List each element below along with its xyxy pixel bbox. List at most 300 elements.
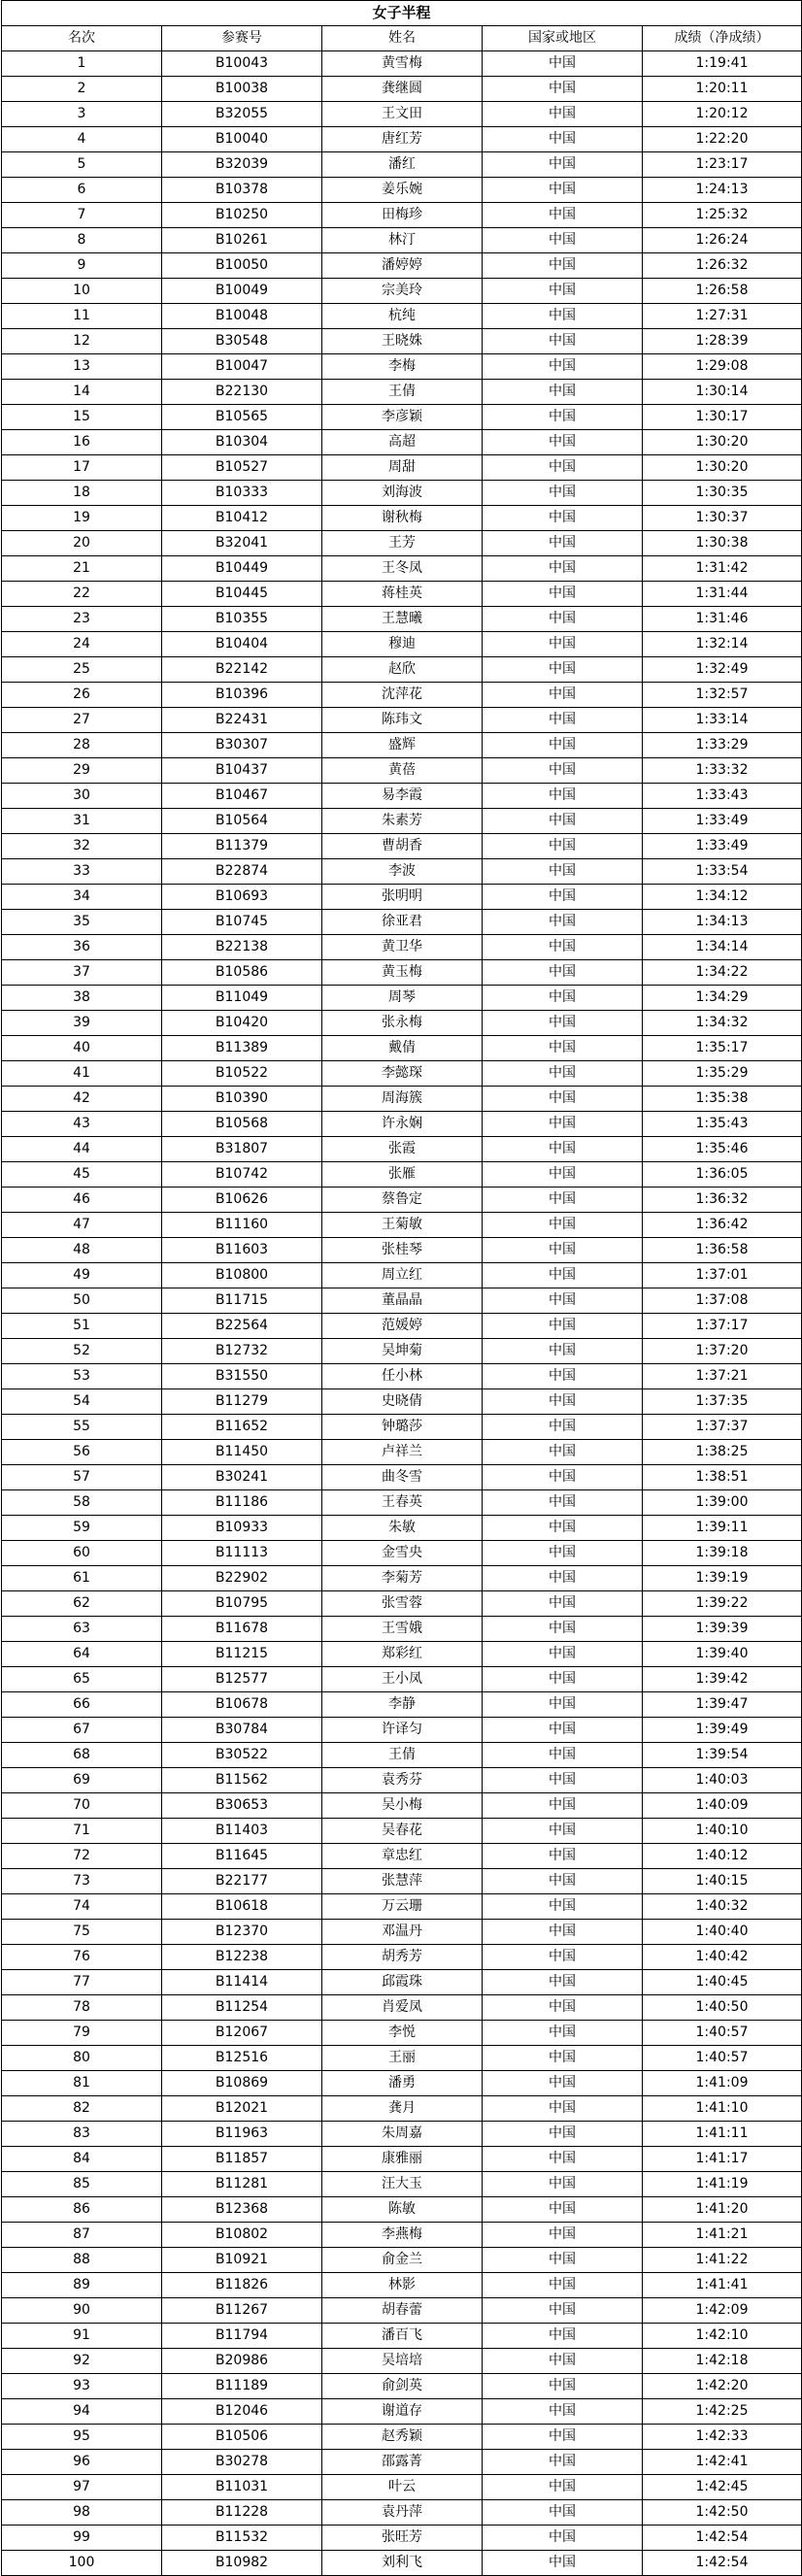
results-table [1, 0, 802, 2576]
country-cell: 中国 [483, 1844, 643, 1869]
bib-cell: B30784 [162, 1718, 322, 1743]
rank-cell: 33 [2, 859, 162, 885]
name-cell: 俞金兰 [322, 2248, 483, 2273]
name-cell: 汪大玉 [322, 2172, 483, 2197]
rank-cell: 62 [2, 1591, 162, 1617]
bib-cell: B10047 [162, 354, 322, 380]
time-cell: 1:40:03 [643, 1768, 802, 1793]
table-row [2, 859, 802, 885]
bib-cell: B30522 [162, 1743, 322, 1768]
table-row [2, 1945, 802, 1970]
header-time: 成绩（净成绩） [643, 26, 802, 51]
time-cell: 1:40:42 [643, 1945, 802, 1970]
name-cell: 王芳 [322, 531, 483, 556]
name-cell: 任小林 [322, 1364, 483, 1389]
bib-cell: B10050 [162, 253, 322, 279]
name-cell: 邱霞珠 [322, 1970, 483, 1995]
name-cell: 史晓倩 [322, 1389, 483, 1415]
bib-cell: B10795 [162, 1591, 322, 1617]
rank-cell: 48 [2, 1238, 162, 1263]
rank-cell: 63 [2, 1617, 162, 1642]
time-cell: 1:35:46 [643, 1137, 802, 1162]
name-cell: 金雪央 [322, 1541, 483, 1566]
table-row [2, 2021, 802, 2046]
time-cell: 1:40:09 [643, 1793, 802, 1819]
time-cell: 1:42:50 [643, 2500, 802, 2526]
table-row [2, 2172, 802, 2197]
country-cell: 中国 [483, 2197, 643, 2223]
time-cell: 1:42:09 [643, 2298, 802, 2324]
rank-cell: 72 [2, 1844, 162, 1869]
time-cell: 1:41:10 [643, 2096, 802, 2122]
rank-cell: 80 [2, 2046, 162, 2071]
name-cell: 郑彩红 [322, 1642, 483, 1667]
header-bib: 参赛号 [162, 26, 322, 51]
bib-cell: B11186 [162, 1490, 322, 1516]
rank-cell: 2 [2, 77, 162, 102]
table-row [2, 1465, 802, 1490]
country-cell: 中国 [483, 1591, 643, 1617]
time-cell: 1:32:14 [643, 632, 802, 657]
rank-cell: 74 [2, 1894, 162, 1920]
country-cell: 中国 [483, 834, 643, 859]
time-cell: 1:42:41 [643, 2450, 802, 2475]
table-row [2, 1970, 802, 1995]
country-cell: 中国 [483, 632, 643, 657]
bib-cell: B20986 [162, 2349, 322, 2374]
time-cell: 1:30:14 [643, 380, 802, 405]
time-cell: 1:36:42 [643, 1213, 802, 1238]
bib-cell: B10467 [162, 784, 322, 809]
time-cell: 1:20:12 [643, 102, 802, 127]
table-row [2, 380, 802, 405]
country-cell: 中国 [483, 1238, 643, 1263]
bib-cell: B11963 [162, 2122, 322, 2147]
name-cell: 潘婷婷 [322, 253, 483, 279]
name-cell: 吴春花 [322, 1819, 483, 1844]
time-cell: 1:26:58 [643, 279, 802, 304]
table-row [2, 1162, 802, 1188]
country-cell: 中国 [483, 960, 643, 986]
country-cell: 中国 [483, 2526, 643, 2551]
bib-cell: B10742 [162, 1162, 322, 1188]
name-cell: 谢秋梅 [322, 506, 483, 531]
table-row [2, 683, 802, 708]
bib-cell: B11254 [162, 1995, 322, 2021]
country-cell: 中国 [483, 2046, 643, 2071]
time-cell: 1:39:49 [643, 1718, 802, 1743]
time-cell: 1:28:39 [643, 329, 802, 354]
rank-cell: 71 [2, 1819, 162, 1844]
bib-cell: B10378 [162, 178, 322, 203]
rank-cell: 36 [2, 935, 162, 960]
bib-cell: B11678 [162, 1617, 322, 1642]
name-cell: 周海簇 [322, 1087, 483, 1112]
time-cell: 1:42:54 [643, 2551, 802, 2576]
name-cell: 黄玉梅 [322, 960, 483, 986]
table-row [2, 2071, 802, 2096]
country-cell: 中国 [483, 77, 643, 102]
country-cell: 中国 [483, 935, 643, 960]
table-row [2, 1490, 802, 1516]
table-row [2, 178, 802, 203]
country-cell: 中国 [483, 1490, 643, 1516]
time-cell: 1:42:54 [643, 2526, 802, 2551]
table-row [2, 556, 802, 582]
bib-cell: B30653 [162, 1793, 322, 1819]
table-row [2, 607, 802, 632]
time-cell: 1:33:32 [643, 758, 802, 784]
bib-cell: B11403 [162, 1819, 322, 1844]
bib-cell: B10049 [162, 279, 322, 304]
country-cell: 中国 [483, 708, 643, 733]
table-row [2, 2425, 802, 2450]
name-cell: 李菊芳 [322, 1566, 483, 1591]
table-row [2, 632, 802, 657]
bib-cell: B11645 [162, 1844, 322, 1869]
country-cell: 中国 [483, 1036, 643, 1061]
name-cell: 张旺芳 [322, 2526, 483, 2551]
country-cell: 中国 [483, 885, 643, 910]
country-cell: 中国 [483, 1263, 643, 1288]
country-cell: 中国 [483, 1188, 643, 1213]
country-cell: 中国 [483, 51, 643, 77]
table-row [2, 1667, 802, 1692]
country-cell: 中国 [483, 228, 643, 253]
bib-cell: B10048 [162, 304, 322, 329]
table-row [2, 986, 802, 1011]
table-row [2, 1768, 802, 1793]
rank-cell: 54 [2, 1389, 162, 1415]
bib-cell: B12046 [162, 2399, 322, 2425]
time-cell: 1:36:32 [643, 1188, 802, 1213]
bib-cell: B31807 [162, 1137, 322, 1162]
country-cell: 中国 [483, 1541, 643, 1566]
rank-cell: 8 [2, 228, 162, 253]
rank-cell: 100 [2, 2551, 162, 2576]
time-cell: 1:42:45 [643, 2475, 802, 2500]
time-cell: 1:40:57 [643, 2046, 802, 2071]
rank-cell: 16 [2, 430, 162, 455]
bib-cell: B10043 [162, 51, 322, 77]
table-row [2, 2248, 802, 2273]
country-cell: 中国 [483, 178, 643, 203]
time-cell: 1:32:57 [643, 683, 802, 708]
rank-cell: 30 [2, 784, 162, 809]
rank-cell: 95 [2, 2425, 162, 2450]
rank-cell: 37 [2, 960, 162, 986]
time-cell: 1:39:40 [643, 1642, 802, 1667]
time-cell: 1:41:11 [643, 2122, 802, 2147]
bib-cell: B31550 [162, 1364, 322, 1389]
table-row [2, 2374, 802, 2399]
time-cell: 1:41:19 [643, 2172, 802, 2197]
name-cell: 吴培培 [322, 2349, 483, 2374]
rank-cell: 43 [2, 1112, 162, 1137]
bib-cell: B10304 [162, 430, 322, 455]
name-cell: 盛辉 [322, 733, 483, 758]
rank-cell: 19 [2, 506, 162, 531]
table-row [2, 2298, 802, 2324]
country-cell: 中国 [483, 607, 643, 632]
name-cell: 李彦颖 [322, 405, 483, 430]
table-row [2, 885, 802, 910]
rank-cell: 67 [2, 1718, 162, 1743]
country-cell: 中国 [483, 809, 643, 834]
bib-cell: B22142 [162, 657, 322, 683]
name-cell: 万云珊 [322, 1894, 483, 1920]
table-row [2, 1314, 802, 1339]
country-cell: 中国 [483, 1869, 643, 1894]
country-cell: 中国 [483, 1743, 643, 1768]
name-cell: 邵露菁 [322, 2450, 483, 2475]
name-cell: 李波 [322, 859, 483, 885]
time-cell: 1:39:22 [643, 1591, 802, 1617]
rank-cell: 25 [2, 657, 162, 683]
bib-cell: B10506 [162, 2425, 322, 2450]
rank-cell: 56 [2, 1440, 162, 1465]
time-cell: 1:39:47 [643, 1692, 802, 1718]
bib-cell: B30548 [162, 329, 322, 354]
name-cell: 曲冬雪 [322, 1465, 483, 1490]
table-row [2, 1869, 802, 1894]
time-cell: 1:42:25 [643, 2399, 802, 2425]
table-row [2, 1743, 802, 1768]
bib-cell: B10437 [162, 758, 322, 784]
rank-cell: 35 [2, 910, 162, 935]
time-cell: 1:34:13 [643, 910, 802, 935]
time-cell: 1:40:12 [643, 1844, 802, 1869]
table-row [2, 1288, 802, 1314]
country-cell: 中国 [483, 1087, 643, 1112]
country-cell: 中国 [483, 380, 643, 405]
time-cell: 1:33:43 [643, 784, 802, 809]
country-cell: 中国 [483, 304, 643, 329]
bib-cell: B11379 [162, 834, 322, 859]
country-cell: 中国 [483, 1213, 643, 1238]
rank-cell: 20 [2, 531, 162, 556]
name-cell: 朱素芳 [322, 809, 483, 834]
rank-cell: 10 [2, 279, 162, 304]
time-cell: 1:37:20 [643, 1339, 802, 1364]
country-cell: 中国 [483, 253, 643, 279]
rank-cell: 5 [2, 152, 162, 178]
table-row [2, 2096, 802, 2122]
country-cell: 中国 [483, 2298, 643, 2324]
time-cell: 1:30:38 [643, 531, 802, 556]
country-cell: 中国 [483, 2248, 643, 2273]
country-cell: 中国 [483, 1768, 643, 1793]
table-row [2, 2122, 802, 2147]
rank-cell: 22 [2, 582, 162, 607]
rank-cell: 4 [2, 127, 162, 152]
bib-cell: B11450 [162, 1440, 322, 1465]
time-cell: 1:38:25 [643, 1440, 802, 1465]
time-cell: 1:34:14 [643, 935, 802, 960]
country-cell: 中国 [483, 758, 643, 784]
country-cell: 中国 [483, 1440, 643, 1465]
bib-cell: B11267 [162, 2298, 322, 2324]
table-row [2, 960, 802, 986]
rank-cell: 31 [2, 809, 162, 834]
table-row [2, 1415, 802, 1440]
country-cell: 中国 [483, 127, 643, 152]
bib-cell: B12370 [162, 1920, 322, 1945]
table-row [2, 2197, 802, 2223]
country-cell: 中国 [483, 203, 643, 228]
name-cell: 张永梅 [322, 1011, 483, 1036]
rank-cell: 3 [2, 102, 162, 127]
name-cell: 刘利飞 [322, 2551, 483, 2576]
rank-cell: 92 [2, 2349, 162, 2374]
bib-cell: B11281 [162, 2172, 322, 2197]
country-cell: 中国 [483, 1314, 643, 1339]
table-row [2, 1793, 802, 1819]
country-cell: 中国 [483, 986, 643, 1011]
bib-cell: B11279 [162, 1389, 322, 1415]
name-cell: 肖爱凤 [322, 1995, 483, 2021]
time-cell: 1:40:45 [643, 1970, 802, 1995]
country-cell: 中国 [483, 2147, 643, 2172]
rank-cell: 34 [2, 885, 162, 910]
name-cell: 张霞 [322, 1137, 483, 1162]
rank-cell: 29 [2, 758, 162, 784]
rank-cell: 66 [2, 1692, 162, 1718]
bib-cell: B12238 [162, 1945, 322, 1970]
time-cell: 1:25:32 [643, 203, 802, 228]
country-cell: 中国 [483, 2122, 643, 2147]
time-cell: 1:39:18 [643, 1541, 802, 1566]
bib-cell: B11215 [162, 1642, 322, 1667]
table-row [2, 1591, 802, 1617]
rank-cell: 40 [2, 1036, 162, 1061]
time-cell: 1:24:13 [643, 178, 802, 203]
rank-cell: 88 [2, 2248, 162, 2273]
country-cell: 中国 [483, 1945, 643, 1970]
bib-cell: B22431 [162, 708, 322, 733]
name-cell: 潘红 [322, 152, 483, 178]
table-row [2, 1920, 802, 1945]
name-cell: 王文田 [322, 102, 483, 127]
rank-cell: 91 [2, 2324, 162, 2349]
table-row [2, 1087, 802, 1112]
time-cell: 1:42:33 [643, 2425, 802, 2450]
country-cell: 中国 [483, 2551, 643, 2576]
table-row [2, 405, 802, 430]
country-cell: 中国 [483, 2399, 643, 2425]
country-cell: 中国 [483, 2071, 643, 2096]
country-cell: 中国 [483, 733, 643, 758]
name-cell: 赵欣 [322, 657, 483, 683]
rank-cell: 50 [2, 1288, 162, 1314]
rank-cell: 85 [2, 2172, 162, 2197]
table-row [2, 430, 802, 455]
table-row [2, 2475, 802, 2500]
country-cell: 中国 [483, 657, 643, 683]
name-cell: 黄雪梅 [322, 51, 483, 77]
bib-cell: B10933 [162, 1516, 322, 1541]
name-cell: 唐红芳 [322, 127, 483, 152]
table-row [2, 203, 802, 228]
time-cell: 1:37:01 [643, 1263, 802, 1288]
time-cell: 1:35:43 [643, 1112, 802, 1137]
table-row [2, 1213, 802, 1238]
table-row [2, 582, 802, 607]
rank-cell: 77 [2, 1970, 162, 1995]
rank-cell: 75 [2, 1920, 162, 1945]
rank-cell: 64 [2, 1642, 162, 1667]
time-cell: 1:37:17 [643, 1314, 802, 1339]
bib-cell: B10040 [162, 127, 322, 152]
rank-cell: 60 [2, 1541, 162, 1566]
rank-cell: 11 [2, 304, 162, 329]
country-cell: 中国 [483, 1389, 643, 1415]
rank-cell: 15 [2, 405, 162, 430]
rank-cell: 70 [2, 1793, 162, 1819]
country-cell: 中国 [483, 2172, 643, 2197]
country-cell: 中国 [483, 910, 643, 935]
name-cell: 陈玮文 [322, 708, 483, 733]
name-cell: 王雪娥 [322, 1617, 483, 1642]
time-cell: 1:32:49 [643, 657, 802, 683]
bib-cell: B11794 [162, 2324, 322, 2349]
bib-cell: B10745 [162, 910, 322, 935]
rank-cell: 12 [2, 329, 162, 354]
table-row [2, 279, 802, 304]
rank-cell: 52 [2, 1339, 162, 1364]
table-row [2, 834, 802, 859]
rank-cell: 46 [2, 1188, 162, 1213]
rank-cell: 18 [2, 481, 162, 506]
name-cell: 宗美玲 [322, 279, 483, 304]
table-row [2, 2324, 802, 2349]
table-row [2, 1642, 802, 1667]
table-row [2, 1617, 802, 1642]
bib-cell: B10802 [162, 2223, 322, 2248]
country-cell: 中国 [483, 2374, 643, 2399]
rank-cell: 17 [2, 455, 162, 481]
bib-cell: B11113 [162, 1541, 322, 1566]
country-cell: 中国 [483, 1364, 643, 1389]
table-row [2, 1339, 802, 1364]
table-row [2, 935, 802, 960]
name-cell: 蒋桂英 [322, 582, 483, 607]
rank-cell: 86 [2, 2197, 162, 2223]
table-row [2, 2500, 802, 2526]
rank-cell: 49 [2, 1263, 162, 1288]
time-cell: 1:20:11 [643, 77, 802, 102]
name-cell: 陈敏 [322, 2197, 483, 2223]
table-row [2, 455, 802, 481]
table-row [2, 152, 802, 178]
name-cell: 许译匀 [322, 1718, 483, 1743]
name-cell: 李梅 [322, 354, 483, 380]
name-cell: 蔡鲁定 [322, 1188, 483, 1213]
country-cell: 中国 [483, 784, 643, 809]
name-cell: 李静 [322, 1692, 483, 1718]
bib-cell: B10527 [162, 455, 322, 481]
table-row [2, 1137, 802, 1162]
country-cell: 中国 [483, 1970, 643, 1995]
time-cell: 1:31:46 [643, 607, 802, 632]
name-cell: 高超 [322, 430, 483, 455]
name-cell: 刘海波 [322, 481, 483, 506]
bib-cell: B11228 [162, 2500, 322, 2526]
name-cell: 穆迪 [322, 632, 483, 657]
bib-cell: B11189 [162, 2374, 322, 2399]
rank-cell: 57 [2, 1465, 162, 1490]
country-cell: 中国 [483, 1011, 643, 1036]
